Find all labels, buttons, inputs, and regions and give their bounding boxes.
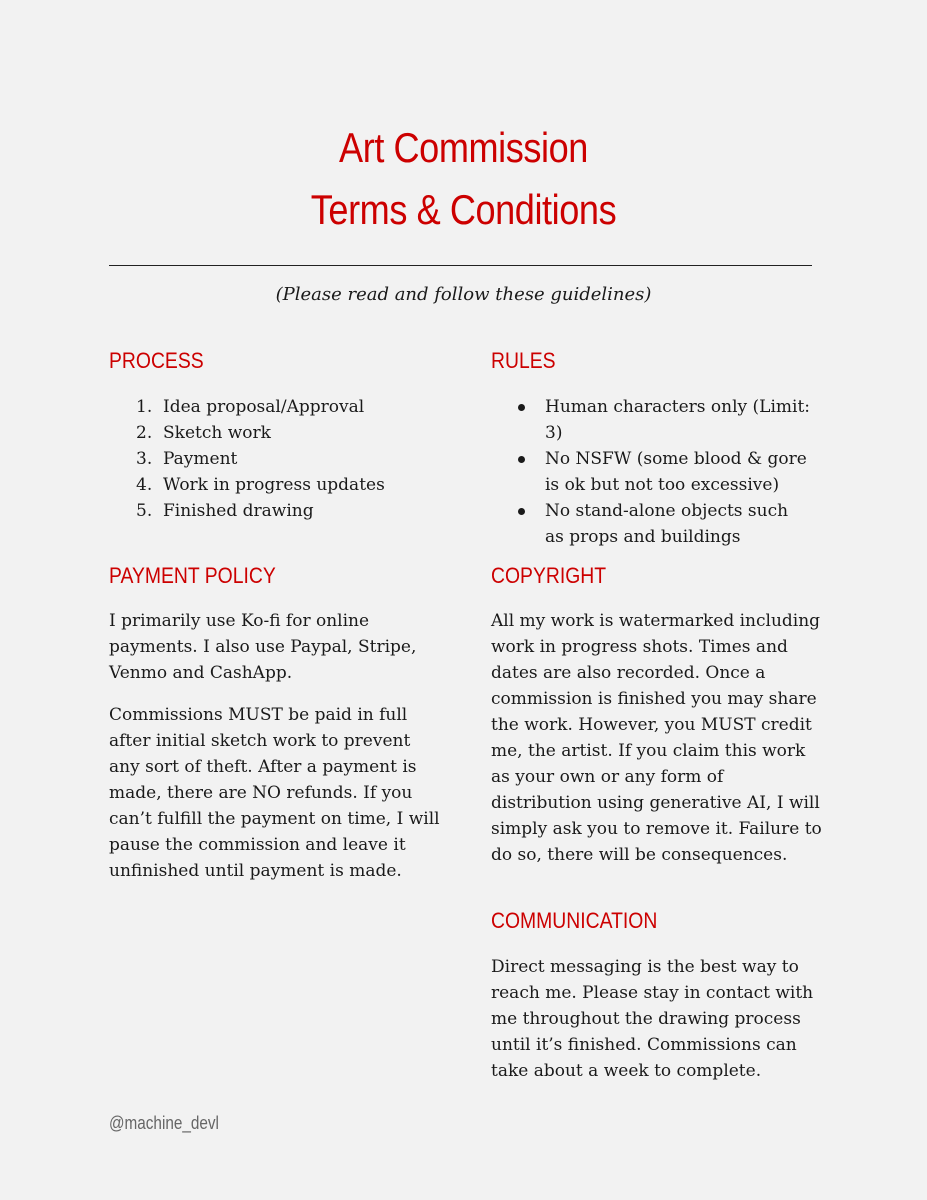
document-title-line-2: Terms & Conditions — [310, 186, 617, 233]
process-item-number: 2. — [136, 423, 153, 443]
rules-item-text: No NSFW (some blood & gore is ok but not too excessive) — [545, 449, 807, 495]
rules-heading: RULES — [491, 348, 556, 373]
rules-item-text: Human characters only (Limit: 3) — [545, 397, 811, 443]
rules-item — [491, 446, 811, 498]
process-item-number: 1. — [136, 397, 153, 417]
footer-handle: @machine_devl — [109, 1113, 219, 1133]
rules-list — [491, 394, 811, 550]
process-item-text: Work in progress updates — [163, 475, 385, 495]
title-divider — [109, 265, 812, 266]
rules-item-text: No stand-alone objects such as props and buildings — [545, 501, 789, 547]
communication-heading: COMMUNICATION — [491, 908, 658, 933]
copyright-paragraph: All my work is watermarked including work in progress shots. Times and dates are also recorded. Once a commission is finished you may share the work. However, you MUST credit me, the artist. If you claim this work as your own or any form of distribution using generative AI, I will simply ask you to remove it. Failure to do so, there will be consequences. — [491, 611, 822, 865]
process-item — [109, 446, 439, 472]
process-item-number: 4. — [136, 475, 153, 495]
process-item-number: 5. — [136, 501, 153, 521]
payment-policy-heading: PAYMENT POLICY — [109, 563, 276, 588]
document-title-line-1: Art Commission — [339, 124, 588, 171]
process-item — [109, 498, 439, 524]
process-item-number: 3. — [136, 449, 153, 469]
process-heading: PROCESS — [109, 348, 204, 373]
payment-policy-paragraph-1: I primarily use Ko-fi for online payments. I also use Paypal, Stripe, Venmo and CashApp. — [109, 611, 417, 683]
bullet-icon — [518, 456, 525, 463]
payment-policy-paragraph-2: Commissions MUST be paid in full after initial sketch work to prevent any sort of theft. After a payment is made, there are NO refunds. If you can’t fulfill the payment on time, I will pause the commission and leave it unfinished until payment is made. — [109, 705, 440, 881]
rules-item — [491, 498, 811, 550]
bullet-icon — [518, 404, 525, 411]
rules-item — [491, 394, 811, 446]
bullet-icon — [518, 508, 525, 515]
copyright-heading: COPYRIGHT — [491, 563, 607, 588]
process-item-text: Sketch work — [163, 423, 271, 443]
communication-paragraph: Direct messaging is the best way to reach me. Please stay in contact with me throughout the drawing process until it’s finished. Commissions can take about a week to complete. — [491, 957, 814, 1081]
process-item-text: Payment — [163, 449, 238, 469]
process-item — [109, 420, 439, 446]
process-item — [109, 394, 439, 420]
process-item-text: Idea proposal/Approval — [163, 397, 365, 417]
process-item-text: Finished drawing — [163, 501, 314, 521]
process-list — [109, 394, 439, 524]
document-subtitle: (Please read and follow these guidelines) — [275, 284, 652, 305]
process-item — [109, 472, 439, 498]
